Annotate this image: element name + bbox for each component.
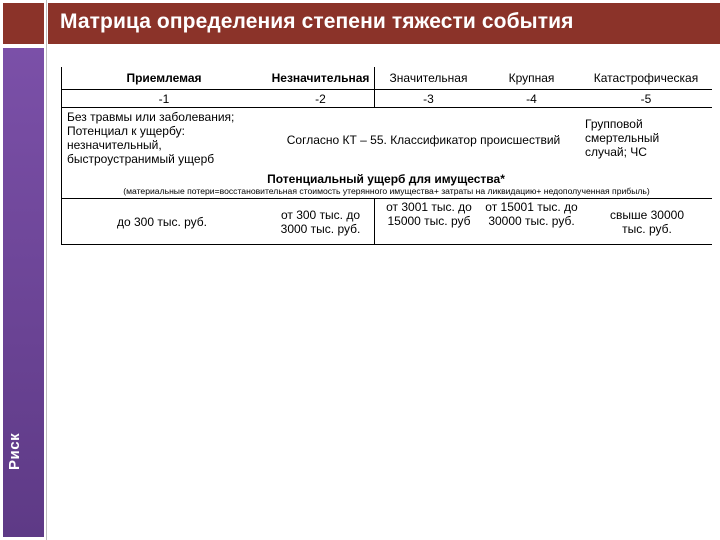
level-cell-5: -5 <box>640 92 652 106</box>
sidebar-top-block <box>3 3 44 44</box>
level-cell-1: -1 <box>158 92 170 106</box>
property-cell-5: свыше 30000 тыс. руб. <box>609 208 684 236</box>
sidebar-label: Риск <box>6 432 23 470</box>
column-divider-property <box>374 198 375 245</box>
property-note: (материальные потери=восстановительная стоимость утерянного имущества+ затраты на ликвидацию+ недополученная прибыль) <box>123 186 650 196</box>
property-cell-3: от 3001 тыс. до 15000 тыс. руб <box>386 200 472 228</box>
page-title: Матрица определения степени тяжести события <box>60 10 574 33</box>
property-cell-1: до 300 тыс. руб. <box>116 215 208 229</box>
property-title: Потенциальный ущерб для имущества* <box>267 172 505 186</box>
header-cell-1: Приемлемая <box>126 71 202 85</box>
header-divider <box>61 89 712 90</box>
level-cell-2: -2 <box>315 92 326 106</box>
sidebar <box>0 0 47 540</box>
property-cell-2: от 300 тыс. до 3000 тыс. руб. <box>280 208 361 236</box>
column-divider-header <box>374 67 375 107</box>
header-cell-4: Крупная <box>508 71 555 85</box>
level-cell-3: -3 <box>423 92 434 106</box>
injury-cell-acceptable: Без травмы или заболевания; Потенциал к ущербу: незначительный, быстроустранимый ущерб <box>67 110 235 166</box>
level-divider <box>61 107 712 108</box>
header-cell-3: Значительная <box>389 71 468 85</box>
header-cell-2: Незначительная <box>271 71 370 85</box>
table-left-border <box>61 67 62 245</box>
property-divider <box>61 198 712 199</box>
level-cell-4: -4 <box>526 92 537 106</box>
property-cell-4: от 15001 тыс. до 30000 тыс. руб. <box>485 200 578 228</box>
header-cell-5: Катастрофическая <box>593 71 699 85</box>
injury-cell-catastrophic: Групповой смертельный случай; ЧС <box>585 117 660 159</box>
injury-cell-classifier: Согласно КТ – 55. Классификатор происшествий <box>286 133 561 147</box>
sidebar-divider <box>46 0 47 540</box>
table-bottom-border <box>61 244 712 245</box>
